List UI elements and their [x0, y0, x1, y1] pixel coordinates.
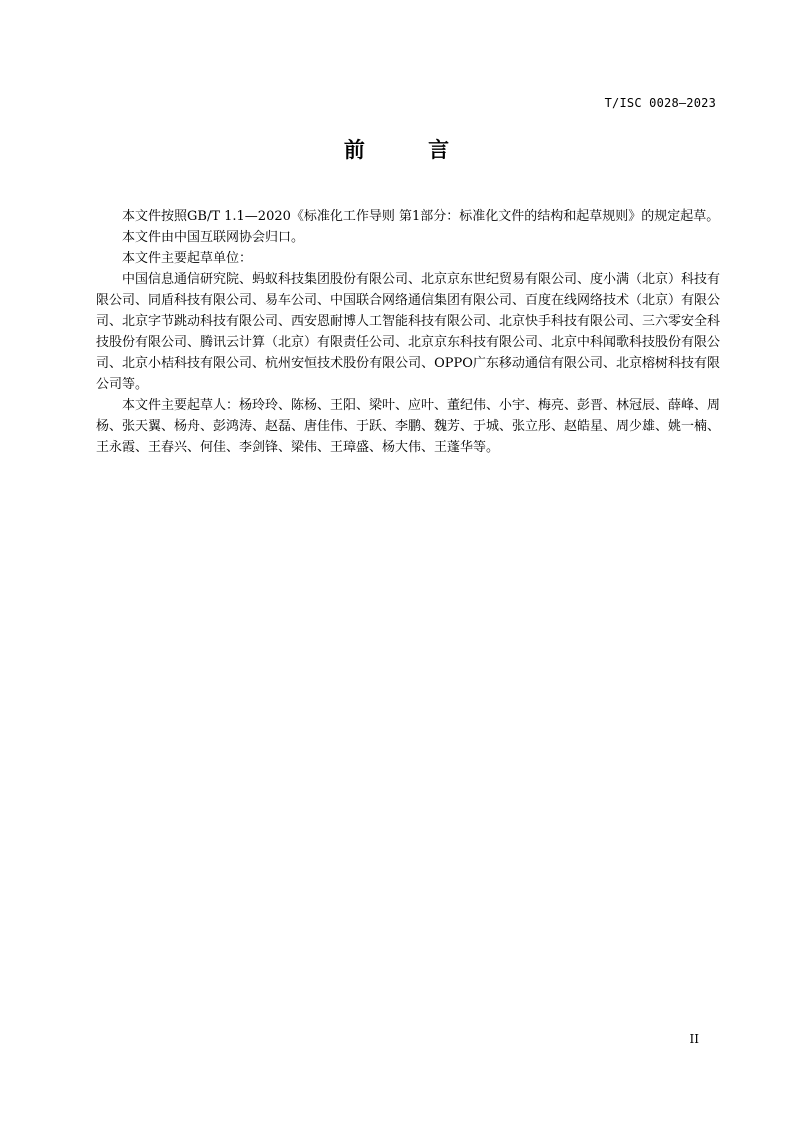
paragraph-drafters: 本文件主要起草人：杨玲玲、陈杨、王阳、梁叶、应叶、董纪伟、小宇、梅亮、彭晋、林冠辰、薛峰、周杨、张天翼、杨舟、彭鸿涛、赵磊、唐佳伟、于跃、李鹏、魏芳、于城、张立彤、赵皓星、周少雄、姚一楠、王永霞、王春兴、何佳、李剑锋、梁伟、王璋盛、杨大伟、王蓬华等。	[96, 398, 721, 455]
document-code: T/ISC 0028—2023	[604, 96, 716, 110]
page-title: 前 言	[343, 138, 478, 162]
paragraph-centralized-unit: 本文件由中国互联网协会归口。	[122, 230, 305, 245]
paragraph-drafting-rules: 本文件按照GB/T 1.1—2020《标准化工作导则 第1部分：标准化文件的结构和起草规则》的规定起草。	[122, 209, 720, 224]
page-number: II	[689, 1032, 699, 1046]
foreword-body	[96, 206, 720, 458]
paragraph-drafting-units-list: 中国信息通信研究院、蚂蚁科技集团股份有限公司、北京京东世纪贸易有限公司、度小满（北京）科技有限公司、同盾科技有限公司、易车公司、中国联合网络通信集团有限公司、百度在线网络技术（北京）有限公司、北京字节跳动科技有限公司、西安恩耐博人工智能科技有限公司、北京快手科技有限公司、三六零安全科技股份有限公司、腾讯云计算（北京）有限责任公司、北京京东科技有限公司、北京中科闻歌科技股份有限公司、北京小桔科技有限公司、杭州安恒技术股份有限公司、OPPO广东移动通信有限公司、北京榕树科技有限公司等。	[96, 272, 721, 392]
paragraph-drafting-units-heading: 本文件主要起草单位：	[122, 251, 253, 266]
